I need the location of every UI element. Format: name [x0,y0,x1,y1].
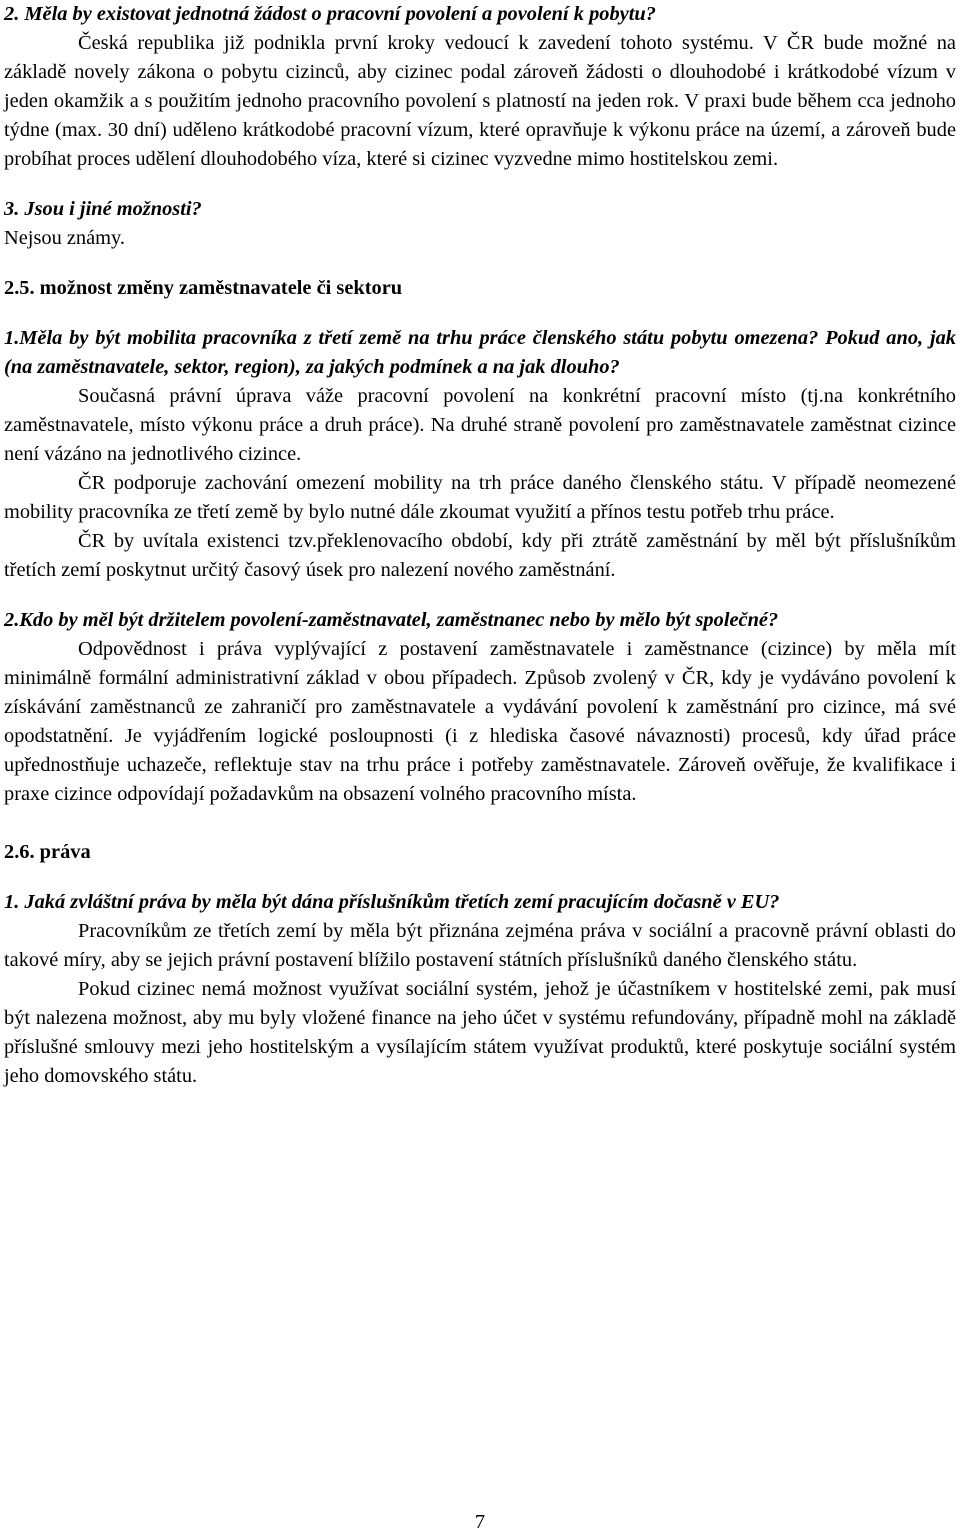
question-2-title: 2. Měla by existovat jednotná žádost o pracovní povolení a povolení k pobytu? [4,3,656,25]
section-2-6-question-1-title: 1. Jaká zvláštní práva by měla být dána příslušníkům třetích zemí pracujícím dočasně v EU? [4,891,780,913]
section-2-5-question-1-title: 1.Měla by být mobilita pracovníka z třetí země na trhu práce členského státu pobytu omezena? Pokud ano, jak (na zaměstnavatele, sektor, region), za jakých podmínek a na jak dlouho? [4,327,956,378]
page-number: 7 [474,1511,486,1533]
section-2-6-question-1-paragraph-2: Pokud cizinec nemá možnost využívat sociální systém, jehož je účastníkem v hostitelské zemi, pak musí být nalezena možnost, aby mu byly vložené finance na jeho účet v systému refundovány, případně mohl na základě příslušné smlouvy mezi jeho hostitelským a vysílajícím státem využívat produktů, které poskytuje sociální systém jeho domovského státu. [4,978,956,1087]
section-2-6-question-1-paragraph-1: Pracovníkům ze třetích zemí by měla být přiznána zejména práva v sociální a pracovně právní oblasti do takové míry, aby se jejich právní postavení blížilo postavení státních příslušníků daného členského státu. [4,920,956,971]
section-2-5-question-1-paragraph-1: Současná právní úprava váže pracovní povolení na konkrétní pracovní místo (tj.na konkrétního zaměstnavatele, místo výkonu práce a druh práce). Na druhé straně povolení pro zaměstnavatele zaměstnat cizince není vázáno na jednotlivého cizince. [4,385,956,465]
question-2-answer: Česká republika již podnikla první kroky vedoucí k zavedení tohoto systému. V ČR bude možné na základě novely zákona o pobytu cizinců, aby cizinec podal zároveň žádosti o dlouhodobé i krátkodobé vízum v jeden okamžik a s použitím jednoho pracovního povolení s platností na jeden rok. V praxi bude během cca jednoho týdne (max. 30 dní) uděleno krátkodobé pracovní vízum, které opravňuje k výkonu práce na území, a zároveň bude probíhat proces udělení dlouhodobého víza, které si cizinec vyzvedne mimo hostitelskou zemi. [4,32,956,170]
section-2-5-question-2-title: 2.Kdo by měl být držitelem povolení-zaměstnavatel, zaměstnanec nebo by mělo být společné? [4,609,779,631]
document-page [4,0,956,1091]
section-2-6-heading: 2.6. práva [4,841,91,863]
section-2-5-question-1-paragraph-2: ČR podporuje zachování omezení mobility na trh práce daného členského státu. V případě neomezené mobility pracovníka ze třetí země by bylo nutné dále zkoumat využití a přínos testu potřeb trhu práce. [4,472,956,523]
section-2-5-heading: 2.5. možnost změny zaměstnavatele či sektoru [4,277,403,299]
section-2-5-question-2-paragraph-1: Odpovědnost i práva vyplývající z postavení zaměstnavatele i zaměstnance (cizince) by měla mít minimálně formální administrativní základ v obou případech. Způsob zvolený v ČR, kdy je vydáváno povolení k získávání zaměstnanců ze zahraničí pro zaměstnavatele a vydávání povolení k zaměstnání pro cizince, má své opodstatnění. Je vyjádřením logické posloupnosti (i z hlediska časové návaznosti) procesů, kdy úřad práce upřednostňuje uchazeče, reflektuje stav na trhu práce i potřeby zaměstnavatele. Zároveň ověřuje, že kvalifikace i praxe cizince odpovídají požadavkům na obsazení volného pracovního místa. [4,638,956,805]
question-3-title: 3. Jsou i jiné možnosti? [4,198,202,220]
section-2-5-question-1-paragraph-3: ČR by uvítala existenci tzv.překlenovacího období, kdy při ztrátě zaměstnání by měl být příslušníkům třetích zemí poskytnut určitý časový úsek pro nalezení nového zaměstnání. [4,530,956,581]
question-3-answer: Nejsou známy. [4,227,125,249]
